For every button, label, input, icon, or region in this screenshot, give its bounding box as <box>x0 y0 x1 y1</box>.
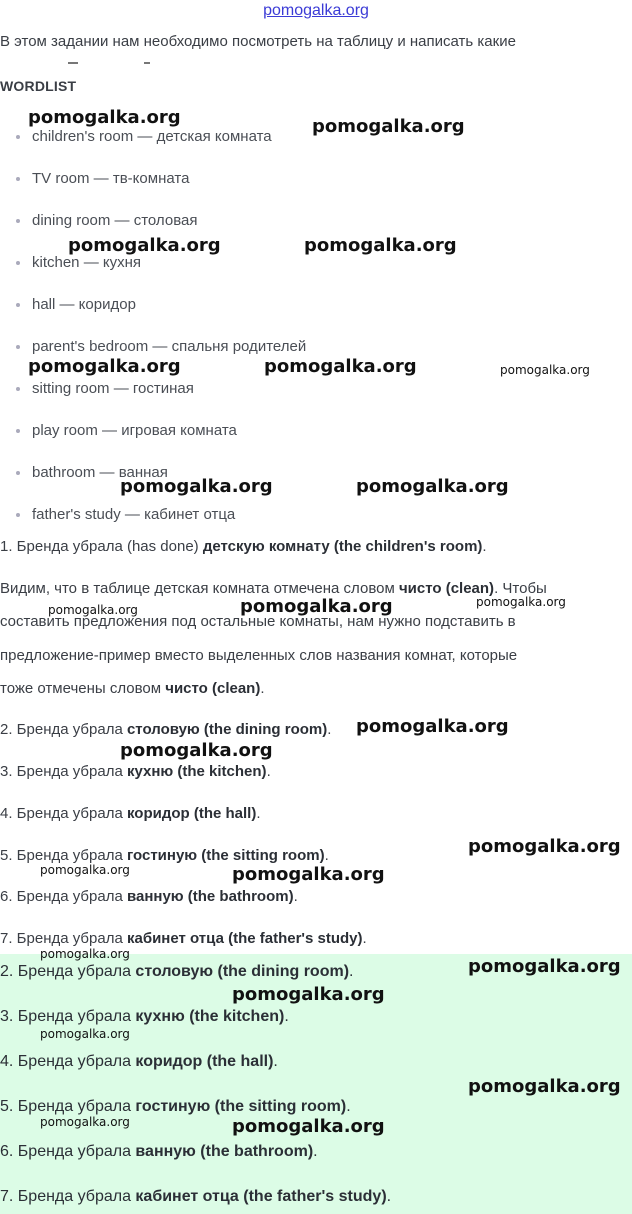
explanation-line-4: тоже отмечены словом чисто (clean). <box>0 680 265 697</box>
wordlist-item: parent's bedroom — спальня родителей <box>16 338 306 355</box>
watermark: pomogalka.org <box>468 1076 621 1097</box>
wordlist-item: play room — игровая комната <box>16 422 237 439</box>
wordlist-item: children's room — детская комната <box>16 128 272 145</box>
answer-sentence: 2. Бренда убрала столовую (the dining room). <box>0 721 332 738</box>
example-sentence: 1. Бренда убрала (has done) детскую комнату (the children's room). <box>0 538 487 555</box>
highlighted-answer: 7. Бренда убрала кабинет отца (the father's study). <box>0 1188 392 1205</box>
highlighted-answer: 2. Бренда убрала столовую (the dining room). <box>0 963 354 980</box>
bullet-icon <box>16 345 20 349</box>
watermark: pomogalka.org <box>48 603 138 617</box>
watermark: pomogalka.org <box>468 956 621 977</box>
bullet-icon <box>16 261 20 265</box>
bullet-icon <box>16 471 20 475</box>
bullet-icon <box>16 429 20 433</box>
highlighted-answer: 5. Бренда убрала гостиную (the sitting room). <box>0 1098 351 1115</box>
wordlist-item: father's study — кабинет отца <box>16 506 235 523</box>
watermark: pomogalka.org <box>232 984 385 1005</box>
watermark: pomogalka.org <box>312 116 465 137</box>
watermark: pomogalka.org <box>40 1115 130 1129</box>
watermark: pomogalka.org <box>468 836 621 857</box>
bullet-icon <box>16 219 20 223</box>
highlighted-answer: 3. Бренда убрала кухню (the kitchen). <box>0 1008 289 1025</box>
bullet-icon <box>16 135 20 139</box>
watermark: pomogalka.org <box>68 235 221 256</box>
explanation-line-2: составить предложения под остальные комнаты, нам нужно подставить в <box>0 613 516 630</box>
answer-sentence: 7. Бренда убрала кабинет отца (the father's study). <box>0 930 367 947</box>
wordlist-item: dining room — столовая <box>16 212 197 229</box>
watermark: pomogalka.org <box>28 356 181 377</box>
answer-sentence: 4. Бренда убрала коридор (the hall). <box>0 805 261 822</box>
watermark: pomogalka.org <box>40 863 130 877</box>
watermark: pomogalka.org <box>40 947 130 961</box>
watermark: pomogalka.org <box>120 476 273 497</box>
cut-off-line <box>60 60 160 66</box>
watermark: pomogalka.org <box>232 864 385 885</box>
answer-sentence: 6. Бренда убрала ванную (the bathroom). <box>0 888 298 905</box>
watermark: pomogalka.org <box>304 235 457 256</box>
highlighted-answer: 6. Бренда убрала ванную (the bathroom). <box>0 1143 318 1160</box>
bullet-icon <box>16 177 20 181</box>
watermark: pomogalka.org <box>476 595 566 609</box>
explanation-line-1: Видим, что в таблице детская комната отмечена словом чисто (clean). Чтобы <box>0 580 547 597</box>
wordlist-item: sitting room — гостиная <box>16 380 194 397</box>
highlighted-answer: 4. Бренда убрала коридор (the hall). <box>0 1053 278 1070</box>
watermark: pomogalka.org <box>356 716 509 737</box>
explanation-line-3: предложение-пример вместо выделенных слов названия комнат, которые <box>0 647 518 664</box>
answer-sentence: 3. Бренда убрала кухню (the kitchen). <box>0 763 271 780</box>
bullet-icon <box>16 513 20 517</box>
watermark: pomogalka.org <box>40 1027 130 1041</box>
watermark: pomogalka.org <box>500 363 590 377</box>
watermark: pomogalka.org <box>232 1116 385 1137</box>
bullet-icon <box>16 387 20 391</box>
watermark: pomogalka.org <box>240 596 393 617</box>
wordlist-item: TV room — тв-комната <box>16 170 189 187</box>
wordlist-heading: WORDLIST <box>0 78 77 94</box>
bullet-icon <box>16 303 20 307</box>
answer-sentence: 5. Бренда убрала гостиную (the sitting room). <box>0 847 329 864</box>
watermark: pomogalka.org <box>356 476 509 497</box>
wordlist-item: kitchen — кухня <box>16 254 141 271</box>
watermark: pomogalka.org <box>28 107 181 128</box>
wordlist-item: hall — коридор <box>16 296 136 313</box>
watermark: pomogalka.org <box>120 740 273 761</box>
watermark: pomogalka.org <box>264 356 417 377</box>
wordlist-item: bathroom — ванная <box>16 464 168 481</box>
site-link[interactable]: pomogalka.org <box>263 2 369 19</box>
intro-text: В этом задании нам необходимо посмотреть на таблицу и написать какие <box>0 33 516 50</box>
